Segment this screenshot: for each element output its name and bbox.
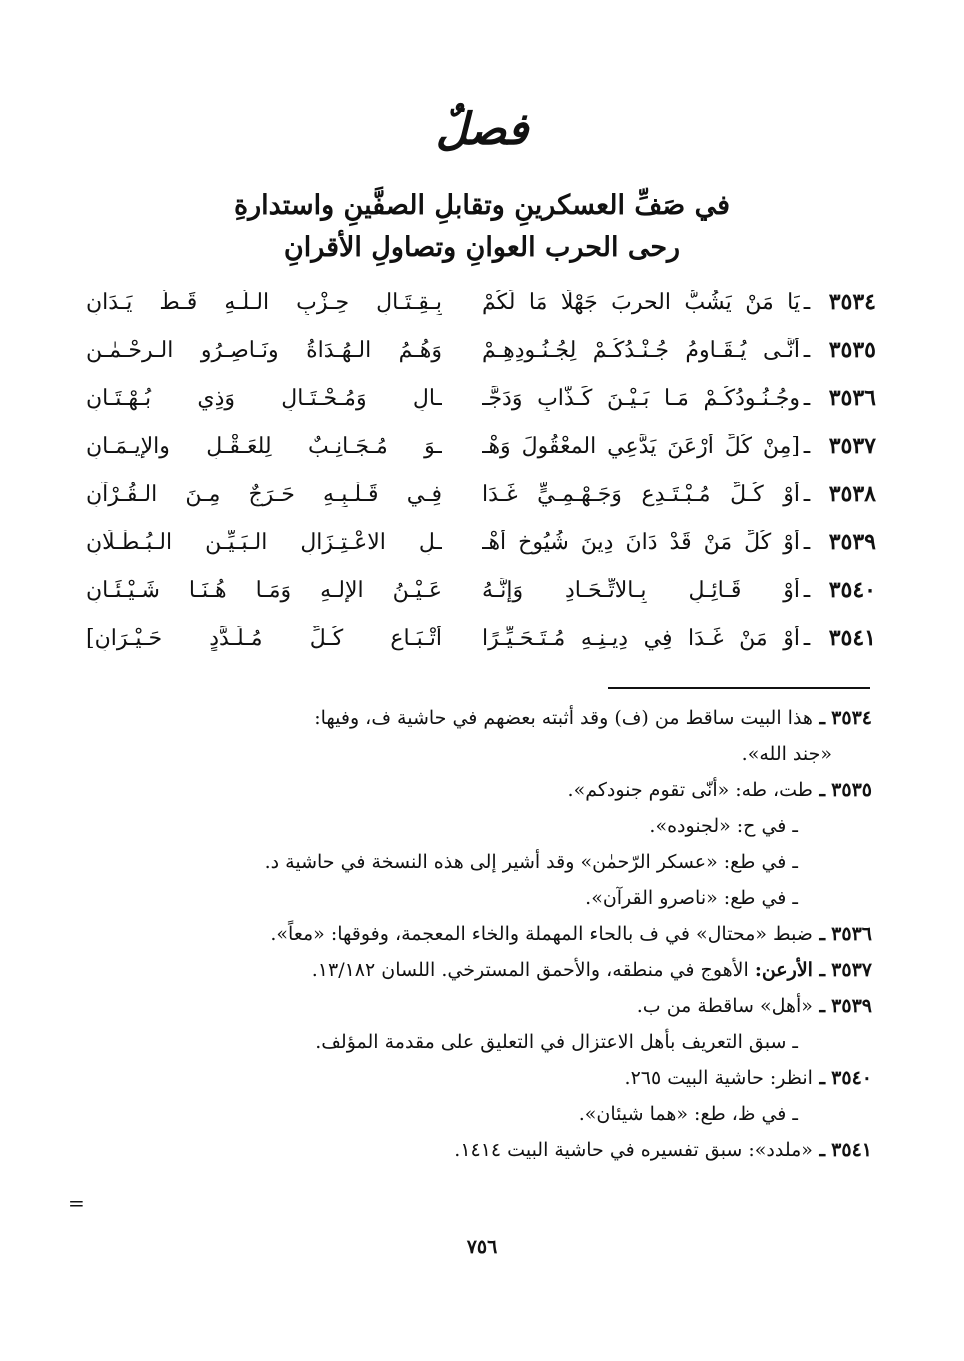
footnote-text: طت، طه: «أنّى تقوم جنودكم». bbox=[567, 779, 813, 801]
verse-dash: ـ bbox=[803, 529, 811, 555]
footnote-line: ٣٥٤٠ ـ انظر: حاشية البيت ٢٦٥. bbox=[624, 1067, 872, 1089]
verse-first-hemistich: أنَّـى يُـقَـاوِمُ جُـنْـدُكُـمْ لِجُـنُـودِهِـمْ bbox=[482, 337, 800, 363]
footnote-number: ٣٥٣٥ bbox=[831, 779, 872, 801]
footnote-sub-line bbox=[82, 1099, 872, 1135]
footnotes bbox=[82, 703, 872, 1171]
footnote-text: ضبط «محتال» في ف بالحاء المهملة والخاء المعجمة، وفوقها: «معاً». bbox=[270, 923, 813, 945]
verse-first-hemistich: يَا مَنْ يَشُبُّ الحربَ جَهْلًا مَا لَكُمْ bbox=[482, 289, 800, 315]
verse-row bbox=[86, 326, 876, 374]
verse-second-hemistich: فِـي قَـلْـبِـهِ حَـرَجٌ مِـنَ الـقُـرْآنِ bbox=[86, 481, 442, 507]
verse-row bbox=[86, 470, 876, 518]
footnote-number: ٣٥٤٠ bbox=[831, 1067, 872, 1089]
footnote-term: الأرعن: bbox=[754, 959, 813, 981]
footnote-sub-line bbox=[82, 847, 872, 883]
verse-number: ٣٥٣٦ bbox=[828, 385, 876, 411]
verse-dash: ـ bbox=[803, 289, 811, 315]
verse-row bbox=[86, 566, 876, 614]
verse-row bbox=[86, 422, 876, 470]
footnote-number: ٣٥٤١ bbox=[831, 1139, 872, 1161]
verse-dash: ـ bbox=[803, 625, 811, 651]
verse-row bbox=[86, 278, 876, 326]
footnote-line: ٣٥٣٤ ـ هذا البيت ساقط من (ف) وقد أثبته بعضهم في حاشية ف، وفيها: bbox=[314, 707, 872, 729]
verse-second-hemistich: بِـقِـتَـالِ حِـزْبِ الـلَّـهِ قَـطُّ يَـدَانِ bbox=[86, 289, 442, 315]
verse-number: ٣٥٣٨ bbox=[828, 481, 876, 507]
footnote-separator bbox=[608, 687, 870, 689]
footnote-text: ـ في طع: «عسكر الرّحمٰن» وقد أشير إلى هذه النسخة في حاشية د. bbox=[264, 851, 798, 873]
verse-second-hemistich: ـالٍ وَمُـحْـتَـالٍ وَذِي بُـهْـتَـانِ bbox=[86, 385, 442, 411]
footnote-line: ٣٥٤١ ـ «ملدد»: سبق تفسيره في حاشية البيت ١٤١٤. bbox=[454, 1139, 872, 1161]
footnote-number: ٣٥٣٤ bbox=[831, 707, 872, 729]
verse-row bbox=[86, 374, 876, 422]
footnote-text: الأهوج في منطقه، والأحمق المسترخي. اللسان ١٣/١٨٢. bbox=[311, 959, 749, 981]
verse-second-hemistich: أَتْـبَـاعِ كُـلِّ مُـلَـدَّدٍ حَـيْـرَانِ] bbox=[86, 625, 442, 651]
verse-dash: ـ bbox=[803, 481, 811, 507]
page-number: ٧٥٦ bbox=[466, 1236, 498, 1258]
footnote-number: ٣٥٣٩ bbox=[831, 995, 872, 1017]
verse-number: ٣٥٣٤ bbox=[828, 289, 876, 315]
section-title: فصلٌ bbox=[435, 104, 529, 155]
footnote-text: «ملدد»: سبق تفسيره في حاشية البيت ١٤١٤. bbox=[454, 1139, 813, 1161]
footnote-continuation bbox=[82, 739, 872, 775]
verse-number: ٣٥٤٠ bbox=[828, 577, 876, 603]
verse-dash: ـ bbox=[803, 433, 811, 459]
verse-number: ٣٥٣٩ bbox=[828, 529, 876, 555]
verse-number: ٣٥٣٥ bbox=[828, 337, 876, 363]
footnote-sub-line bbox=[82, 811, 872, 847]
footnote-line: ٣٥٣٦ ـ ضبط «محتال» في ف بالحاء المهملة والخاء المعجمة، وفوقها: «معاً». bbox=[270, 923, 872, 945]
verse-first-hemistich: وجُـنُـودُكُـمْ مَـا بَـيْـنَ كَـذَّابٍ وَدَجَّـ bbox=[482, 385, 800, 411]
verse-second-hemistich: ـلِ الاعْـتِـزَالِ الـبَـيِّـنِ الـبُـطْـلَانِ bbox=[86, 529, 442, 555]
footnote-line: ٣٥٣٧ ـ الأرعن: الأهوج في منطقه، والأحمق المسترخي. اللسان ١٣/١٨٢. bbox=[311, 959, 872, 981]
verse-first-hemistich: أوْ كُلِّ مَنْ قَدْ دَانَ دِينَ شُيُوخِ أَهْـ bbox=[482, 529, 800, 555]
footnote-text: انظر: حاشية البيت ٢٦٥. bbox=[624, 1067, 813, 1089]
footnote-sub-line bbox=[82, 883, 872, 919]
verse-second-hemistich: وَهُـمُ الـهُـدَاةُ ونَـاصِـرُو الـرحْـمٰـنِ bbox=[86, 337, 442, 363]
footnote-sub-line bbox=[82, 1027, 872, 1063]
footnote-text: ـ في ح: «لجنوده». bbox=[649, 815, 798, 837]
verse-first-hemistich: [مِنْ كُلِّ أَرْعَنَ يَدَّعِي المعْقُولَ وَهْـ bbox=[482, 433, 800, 459]
chapter-heading-line-1: في صَفِّ العسكرينِ وتقابلِ الصفَّينِ واستدارةِ bbox=[233, 190, 731, 221]
verse-dash: ـ bbox=[803, 337, 811, 363]
verse-dash: ـ bbox=[803, 385, 811, 411]
footnote-text: ـ في طع: «ناصرو القرآن». bbox=[585, 887, 798, 909]
verse-dash: ـ bbox=[803, 577, 811, 603]
footnote-text: «أهل» ساقطة من ب. bbox=[636, 995, 813, 1017]
verse-first-hemistich: أَوْ قَـائِـلٍ بِـالاتِّـحَـادِ وَإِنَّـهُ bbox=[482, 577, 800, 603]
footnote-text: ـ سبق التعريف بأهل الاعتزال في التعليق على مقدمة المؤلف. bbox=[315, 1031, 798, 1053]
verse-row bbox=[86, 614, 876, 662]
verse-row bbox=[86, 518, 876, 566]
verse-first-hemistich: أوْ مَنْ غَـدَا فِي دِيـنِـهِ مُـتَـحَـيِّـرًا bbox=[482, 625, 800, 651]
footnote-number: ٣٥٣٧ bbox=[831, 959, 872, 981]
verse-first-hemistich: أوْ كُـلِّ مُـبْـتَـدِعٍ وَجَـهْـمِـيٍّ غَـدَا bbox=[482, 481, 800, 507]
verse-number: ٣٥٣٧ bbox=[828, 433, 876, 459]
footnote-text: «جند الله». bbox=[741, 743, 832, 765]
footnote-line: ٣٥٣٩ ـ «أهل» ساقطة من ب. bbox=[636, 995, 872, 1017]
chapter-heading-line-2: رحى الحرب العوانِ وتصاولِ الأقرانِ bbox=[283, 232, 681, 263]
footnote-number: ٣٥٣٦ bbox=[831, 923, 872, 945]
verse-second-hemistich: عَـيْـنُ الإلـهِ وَمَـا هُـنَـا شَـيْـئَـانِ bbox=[86, 577, 442, 603]
footnote-line: ٣٥٣٥ ـ طت، طه: «أنّى تقوم جنودكم». bbox=[567, 779, 872, 801]
footnote-text: هذا البيت ساقط من (ف) وقد أثبته بعضهم في حاشية ف، وفيها: bbox=[314, 707, 813, 729]
verse-list bbox=[86, 278, 876, 662]
verse-number: ٣٥٤١ bbox=[828, 625, 876, 651]
footnote-text: ـ في ظ، طع: «هما شيئان». bbox=[578, 1103, 798, 1125]
verse-second-hemistich: ـوَ مُـجَـانِـبٌ لِلعَـقْـلِ والإيـمَـانِ bbox=[86, 433, 442, 459]
continuation-mark: = bbox=[68, 1191, 85, 1215]
